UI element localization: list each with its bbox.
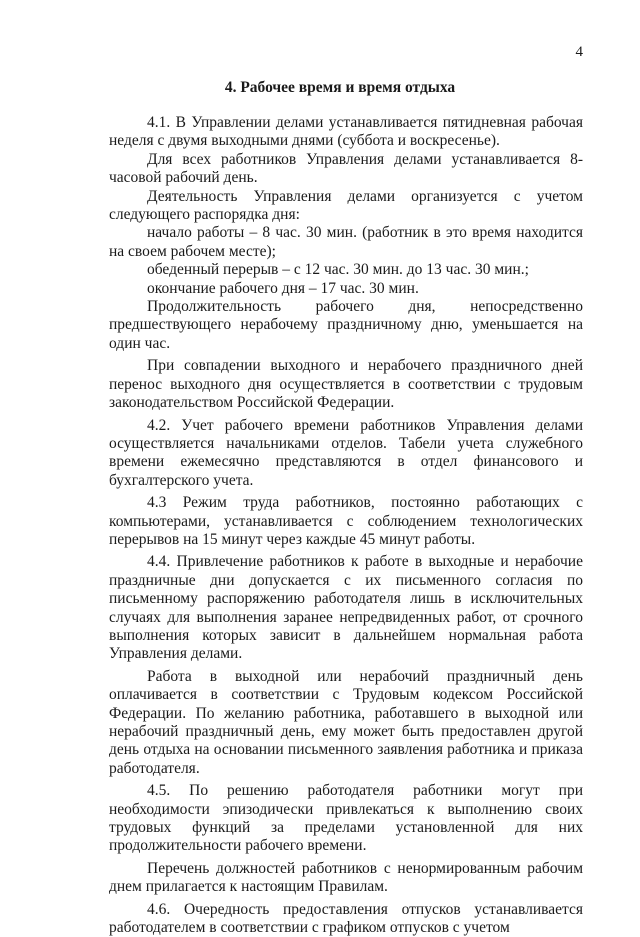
page-number: 4: [575, 44, 583, 60]
paragraph-day-off-transfer: При совпадении выходного и нерабочего праздничного дней перенос выходного дня осуществляется в соответствии с трудовым законодательством Российской Федерации.: [109, 357, 583, 412]
paragraph-lunch-break: обеденный перерыв – с 12 час. 30 мин. до 13 час. 30 мин.;: [147, 261, 529, 279]
paragraph-4-5: 4.5. По решению работодателя работники могут при необходимости эпизодически привлекаться к выполнению своих трудовых функций за пределами установленной для них продолжительности рабочего времени.: [109, 782, 583, 855]
paragraph-work-start: начало работы – 8 час. 30 мин. (работник в это время находится на своем рабочем месте);: [109, 224, 583, 260]
paragraph-irregular-hours: Перечень должностей работников с ненормированным рабочим днем прилагается к настоящим Правилам.: [109, 859, 583, 896]
paragraph-4-4: 4.4. Привлечение работников к работе в выходные и нерабочие праздничные дни допускается с их письменного согласия по письменному распоряжению работодателя лишь в исключительных случаях для выполнения заранее непредвиденных работ, от срочного выполнения которых зависит в дальнейшем нормальная работа Управления делами.: [109, 553, 583, 663]
document-body: [109, 114, 583, 937]
paragraph-work-end: окончание рабочего дня – 17 час. 30 мин.: [147, 279, 419, 297]
paragraph-schedule-intro: Деятельность Управления делами организуется с учетом следующего распорядка дня:: [109, 187, 583, 224]
section-title: 4. Рабочее время и время отдыха: [224, 79, 456, 96]
paragraph-4-2: 4.2. Учет рабочего времени работников Управления делами осуществляется начальниками отделов. Табели учета служебного времени ежемесячно представляются в отдел финансового и бухгалтерского учета.: [109, 416, 583, 489]
paragraph-4-6: 4.6. Очередность предоставления отпусков устанавливается работодателем в соответствии с графиком отпусков с учетом: [109, 900, 583, 937]
paragraph-workday: Для всех работников Управления делами устанавливается 8-часовой рабочий день.: [109, 150, 583, 187]
paragraph-holiday-pay: Работа в выходной или нерабочий праздничный день оплачивается в соответствии с Трудовым кодексом Российской Федерации. По желанию работника, работавшего в выходной или нерабочий праздничный день, ему может быть предоставлен другой день отдыха на основании письменного заявления работника и приказа работодателя.: [109, 667, 583, 777]
paragraph-4-1: 4.1. В Управлении делами устанавливается пятидневная рабочая неделя с двумя выходными днями (суббота и воскресенье).: [109, 114, 583, 150]
paragraph-pre-holiday: Продолжительность рабочего дня, непосредственно предшествующего нерабочему праздничному дню, уменьшается на один час.: [109, 298, 583, 352]
paragraph-4-3: 4.3 Режим труда работников, постоянно работающих с компьютерами, устанавливается с соблюдением технологических перерывов на 15 минут через каждые 45 минут работы.: [109, 494, 583, 548]
